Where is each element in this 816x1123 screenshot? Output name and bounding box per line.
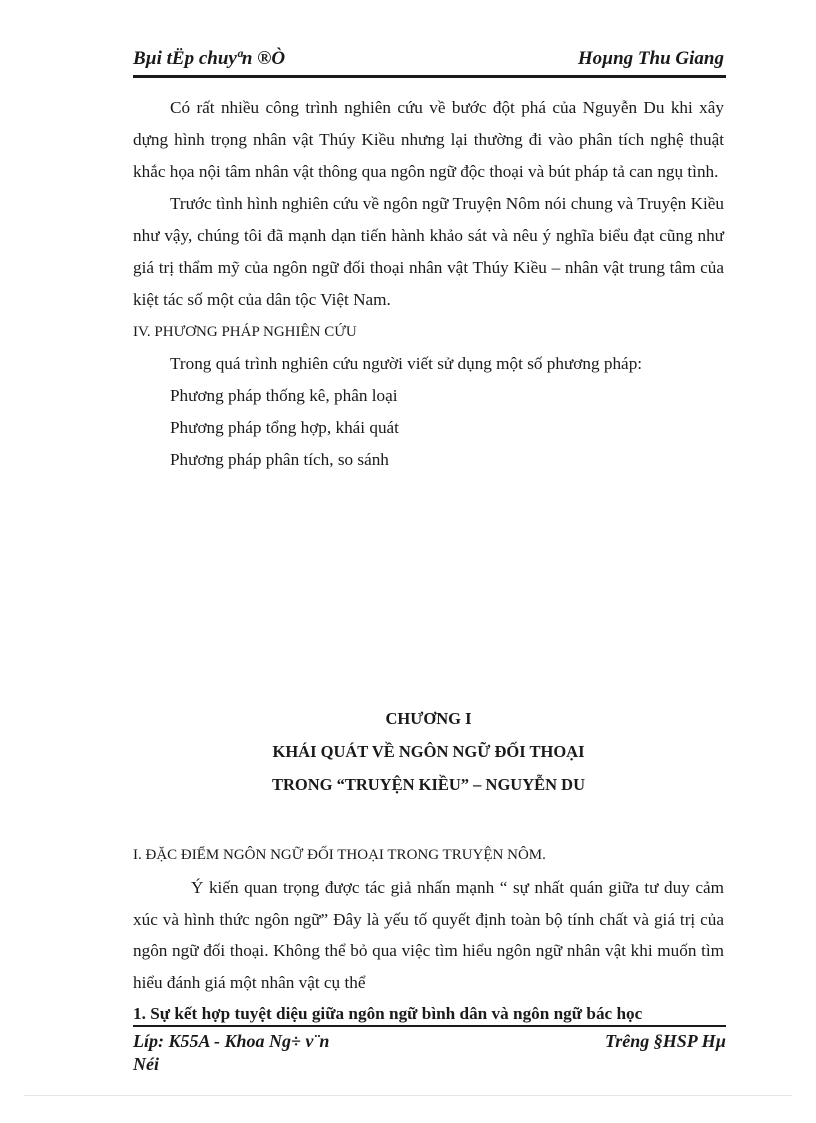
chapter-title-block xyxy=(133,702,724,801)
methods-heading: IV. PHƯƠNG PHÁP NGHIÊN CỨU xyxy=(133,324,357,340)
method-item: Phương pháp thống kê, phân loại xyxy=(170,386,398,405)
page-header xyxy=(133,48,724,74)
footer-class-line-1: Líp: K55A - Khoa Ng÷ v¨n xyxy=(133,1031,330,1051)
footer-school: Trêng §HSP Hµ xyxy=(604,1031,726,1051)
method-item: Phương pháp tổng hợp, khái quát xyxy=(170,418,399,437)
section-1-heading: I. ĐẶC ĐIỂM NGÔN NGỮ ĐỐI THOẠI TRONG TRUYỆN NÔM. xyxy=(133,847,546,863)
page-edge xyxy=(24,1095,792,1096)
subsection-heading: 1. Sự kết hợp tuyệt diệu giữa ngôn ngữ bình dân và ngôn ngữ bác học xyxy=(133,1004,643,1023)
chapter-title-line-2: TRONG “TRUYỆN KIỀU” – NGUYỄN DU xyxy=(271,775,586,794)
body-section-1 xyxy=(133,838,724,1030)
footer-class-info xyxy=(133,1030,393,1076)
section-1-paragraph: Ý kiến quan trọng được tác giả nhấn mạnh “ sự nhất quán giữa tư duy cảm xúc và hình thức ngôn ngữ” Đây là yếu tố quyết định toàn bộ tính chất và giá trị của ngôn ngữ đối thoại. Không thể bỏ qua việc tìm hiểu ngôn ngữ nhân vật khi muốn tìm hiểu đánh giá một nhân vật cụ thể xyxy=(133,878,724,992)
header-author: Hoµng Thu Giang xyxy=(577,48,724,69)
header-left-title: Bµi tËp chuyªn ®Ò xyxy=(133,48,286,69)
chapter-title-line-1: KHÁI QUÁT VỀ NGÔN NGỮ ĐỐI THOẠI xyxy=(272,742,585,761)
body-top xyxy=(133,92,724,476)
paragraph-intro-1: Có rất nhiều công trình nghiên cứu về bước đột phá của Nguyễn Du khi xây dựng hình trọng nhân vật Thúy Kiều nhưng lại thường đi vào phân tích nghệ thuật khắc họa nội tâm nhân vật thông qua ngôn ngữ độc thoại và bút pháp tả can ngụ tình. xyxy=(133,98,724,181)
footer-class-line-2: Néi xyxy=(133,1054,159,1074)
header-rule xyxy=(133,75,726,78)
methods-lead: Trong quá trình nghiên cứu người viết sử dụng một số phương pháp: xyxy=(170,354,643,373)
footer-rule xyxy=(133,1025,726,1027)
chapter-number: CHƯƠNG I xyxy=(385,709,472,728)
method-item: Phương pháp phân tích, so sánh xyxy=(170,450,389,469)
paragraph-intro-2: Trước tình hình nghiên cứu về ngôn ngữ Truyện Nôm nói chung và Truyện Kiều như vậy, chúng tôi đã mạnh dạn tiến hành khảo sát và nêu ý nghĩa biểu đạt cũng như giá trị thẩm mỹ của ngôn ngữ đối thoại nhân vật Thúy Kiều – nhân vật trung tâm của kiệt tác số một của dân tộc Việt Nam. xyxy=(133,194,724,309)
